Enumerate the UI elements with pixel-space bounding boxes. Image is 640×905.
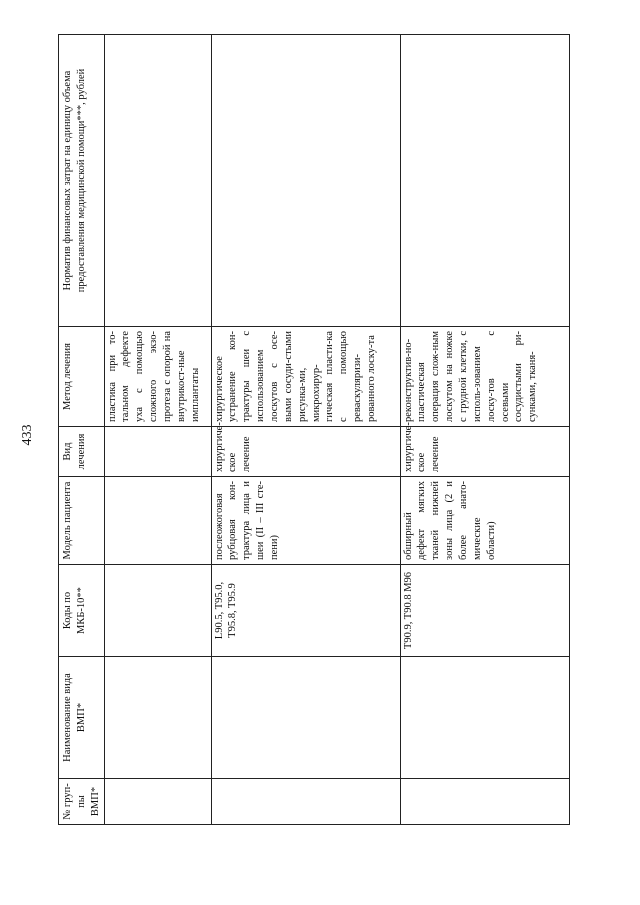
header-method: Метод лечения [59,327,105,427]
table-header-row [59,35,105,825]
header-treatment: Вид лечения [59,427,105,477]
cell-codes: T90.9, T90.8 M96 [400,565,569,657]
cell-model [104,477,211,565]
rotated-table-container [58,35,563,825]
table-row [211,35,400,825]
cell-norm [211,35,400,327]
cell-codes: L90.5, T95.0, T95.8, T95.9 [211,565,400,657]
cell-name [400,657,569,779]
cell-model: послеожоговая рубцовая кон-трактура лица и шеи (II – III сте-пени) [211,477,400,565]
cell-method: реконструктив-но-пластическая операция слож-ным лоскутом на ножке с грудной клетки, с исполь-зованием лоску-тов с осевыми сосудистыми ри-сунками, тканя- [400,327,569,427]
header-norm: Норматив финансовых затрат на единицу объема предоставления медицинской помощи***, рублей [59,35,105,327]
treatment-table [58,34,570,825]
cell-codes [104,565,211,657]
cell-model: обширный дефект мягких тканей нижней зоны лица (2 и более анато-мические области) [400,477,569,565]
header-group: № груп-пы ВМП* [59,779,105,825]
table-row [400,35,569,825]
cell-norm [104,35,211,327]
cell-method: хирургическое устранение кон-трактуры шеи с использованием лоскутов с осе-выми сосуди-стыми рисунка-ми, микрохирур-гическая пласти-ка с помощью реваскуляризи-рованного лоску-та [211,327,400,427]
header-name: Наименование вида ВМП* [59,657,105,779]
cell-name [104,657,211,779]
cell-treatment: хирургиче-ское лечение [400,427,569,477]
cell-name [211,657,400,779]
cell-treatment [104,427,211,477]
cell-group [400,779,569,825]
cell-group [211,779,400,825]
header-model: Модель пациента [59,477,105,565]
cell-method: пластика при то-тальном дефекте уха с помощью сложного экзо-протеза с опорой на внутрикост-ные имплантаты [104,327,211,427]
cell-norm [400,35,569,327]
cell-group [104,779,211,825]
cell-treatment: хирургиче-ское лечение [211,427,400,477]
page-number: 433 [20,424,35,446]
header-codes: Коды по МКБ-10** [59,565,105,657]
table-row [104,35,211,825]
